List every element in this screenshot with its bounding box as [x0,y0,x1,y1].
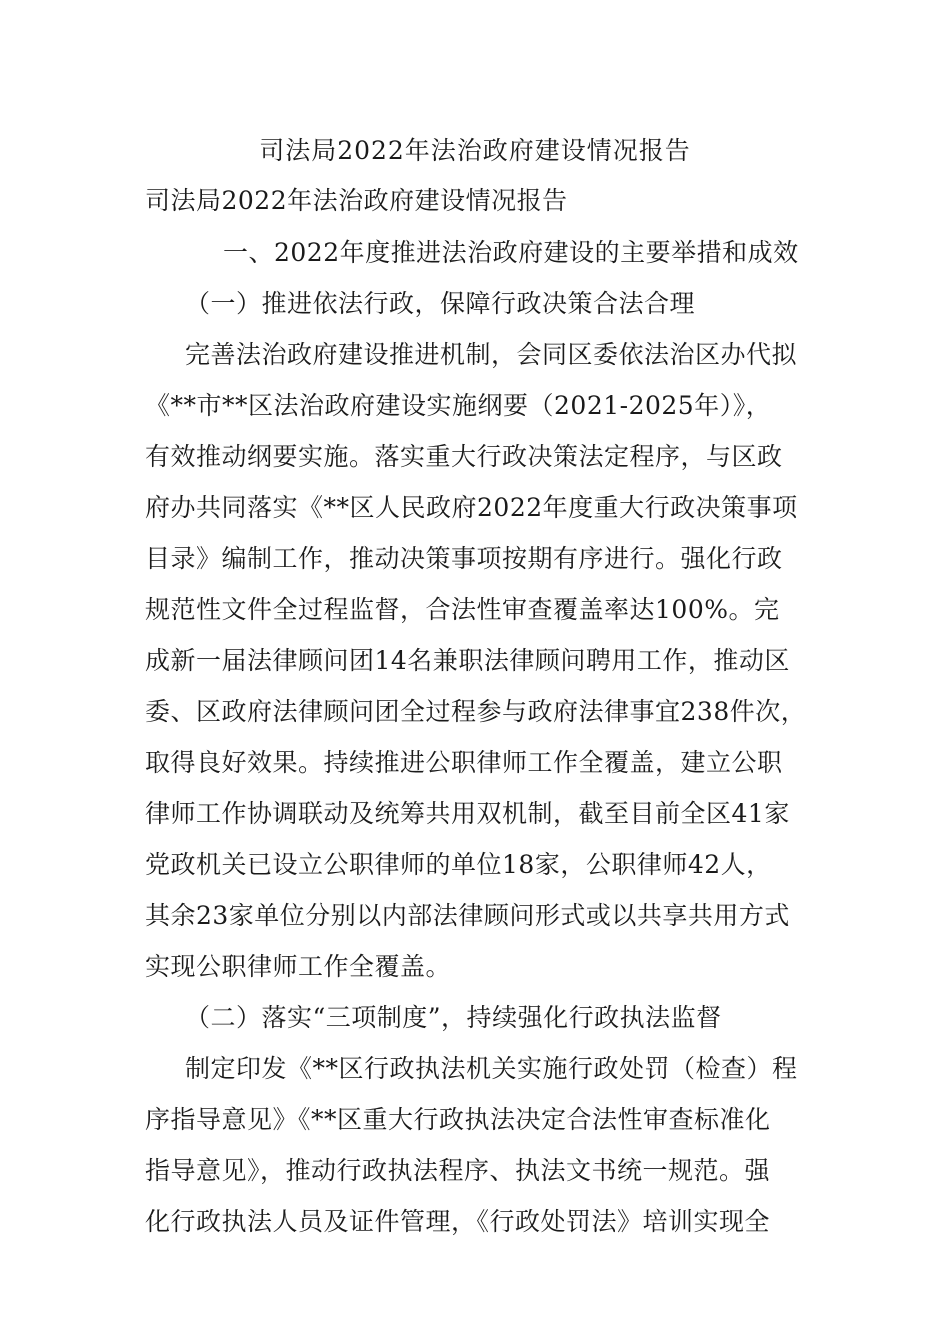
document-title: 司法局2022年法治政府建设情况报告 [259,136,691,165]
paragraph-line: 化行政执法人员及证件管理，《行政处罚法》培训实现全 [145,1207,771,1236]
paragraph-line: 完善法治政府建设推进机制，会同区委依法治区办代拟 [185,340,798,369]
paragraph-line: 实现公职律师工作全覆盖。 [145,952,452,981]
paragraph-line: 有效推动纲要实施。落实重大行政决策法定程序，与区政 [145,442,783,471]
subsection-heading: （二）落实“三项制度”，持续强化行政执法监督 [185,1003,722,1032]
paragraph-line: 成新一届法律顾问团14名兼职法律顾问聘用工作，推动区 [145,646,790,675]
section-heading: 一、2022年度推进法治政府建设的主要举措和成效 [223,238,799,267]
paragraph-line: 序指导意见》《**区重大行政执法决定合法性审查标准化 [145,1105,771,1134]
paragraph-line: 委、区政府法律顾问团全过程参与政府法律事宜238件次， [145,697,807,726]
paragraph-line: 其余23家单位分别以内部法律顾问形式或以共享共用方式 [145,901,790,930]
paragraph-line: 府办共同落实《**区人民政府2022年度重大行政决策事项 [145,493,798,522]
paragraph-line: 规范性文件全过程监督，合法性审查覆盖率达100%。完 [145,595,780,624]
paragraph-line: 取得良好效果。持续推进公职律师工作全覆盖，建立公职 [145,748,783,777]
paragraph-line: 律师工作协调联动及统筹共用双机制，截至目前全区41家 [145,799,790,828]
paragraph-line: 目录》编制工作，推动决策事项按期有序进行。强化行政 [145,544,783,573]
paragraph-line: 《**市**区法治政府建设实施纲要（2021-2025年）》， [145,391,772,420]
paragraph-line: 指导意见》，推动行政执法程序、执法文书统一规范。强 [145,1156,771,1185]
subsection-heading: （一）推进依法行政，保障行政决策合法合理 [185,289,696,318]
paragraph-line: 制定印发《**区行政执法机关实施行政处罚（检查）程 [185,1054,798,1083]
paragraph-line: 党政机关已设立公职律师的单位18家，公职律师42人， [145,850,772,879]
document-subtitle: 司法局2022年法治政府建设情况报告 [145,186,568,215]
